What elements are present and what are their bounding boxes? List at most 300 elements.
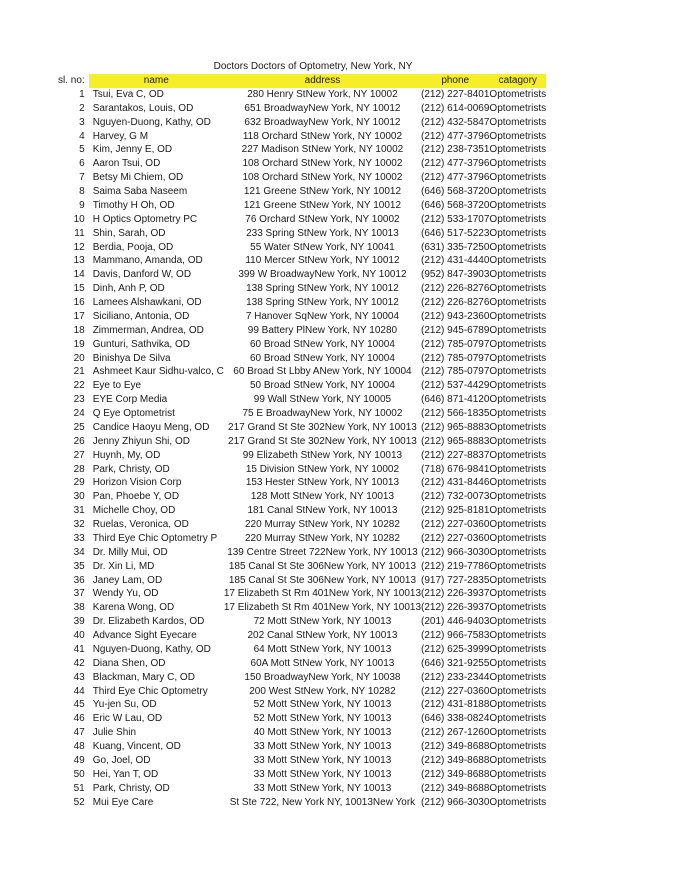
category-cell: Optometrists: [489, 449, 547, 461]
name-cell: Go, Joel, OD: [92, 754, 151, 766]
address-cell: 108 Orchard StNew York, NY 10002: [242, 172, 403, 184]
table-row: [58, 740, 546, 754]
category-cell: Optometrists: [489, 241, 547, 253]
category-cell: Optometrists: [489, 657, 547, 669]
serial-number-cell: 47: [73, 727, 85, 739]
serial-number-cell: 10: [73, 213, 85, 225]
phone-cell: (212) 227-0360: [421, 532, 490, 544]
phone-cell: (212) 431-4440: [421, 255, 490, 267]
phone-cell: (212) 785-0797: [421, 366, 490, 378]
table-row: [58, 712, 546, 726]
table-row: [58, 615, 546, 629]
name-cell: Dinh, Anh P, OD: [92, 283, 165, 295]
category-cell: Optometrists: [489, 394, 547, 406]
table-row: [58, 185, 546, 199]
phone-cell: (212) 477-3796: [421, 158, 490, 170]
phone-cell: (212) 943-2360: [421, 310, 490, 322]
address-cell: 99 Wall StNew York, NY 10005: [253, 394, 392, 406]
doctors-table: [58, 74, 546, 809]
table-row: [58, 463, 546, 477]
phone-cell: (631) 335-7250: [421, 241, 490, 253]
table-row: [58, 685, 546, 699]
name-cell: Julie Shin: [92, 727, 137, 739]
category-cell: Optometrists: [489, 754, 547, 766]
name-cell: EYE Corp Media: [92, 394, 168, 406]
category-cell: Optometrists: [489, 283, 547, 295]
serial-number-cell: 21: [73, 366, 85, 378]
phone-cell: (212) 732-0073: [421, 491, 490, 503]
phone-cell: (212) 233-2344: [421, 671, 490, 683]
table-row: [58, 796, 546, 810]
table-row: [58, 157, 546, 171]
table-row: [58, 768, 546, 782]
address-cell: 121 Greene StNew York, NY 10012: [243, 186, 402, 197]
name-cell: H Optics Optometry PC: [92, 213, 198, 225]
table-row: [58, 268, 546, 282]
phone-cell: (212) 925-8181: [421, 505, 490, 517]
serial-number-cell: 33: [73, 532, 85, 544]
serial-number-cell: 2: [79, 102, 85, 114]
address-cell: 64 Mott StNew York, NY 10013: [253, 643, 392, 655]
name-cell: Karena Wong, OD: [92, 602, 175, 614]
name-cell: Nguyen-Duong, Kathy, OD: [92, 643, 211, 655]
table-row: [58, 393, 546, 407]
category-cell: Optometrists: [489, 616, 547, 628]
name-cell: Park, Christy, OD: [92, 463, 170, 475]
serial-number-cell: 43: [73, 671, 85, 683]
serial-number-cell: 36: [73, 574, 85, 586]
address-cell: 227 Madison StNew York, NY 10002: [241, 144, 404, 156]
name-cell: Ruelas, Veronica, OD: [92, 519, 189, 530]
category-cell: Optometrists: [489, 144, 547, 156]
category-cell: Optometrists: [489, 380, 547, 392]
phone-cell: (212) 966-3030: [421, 796, 490, 808]
serial-number-cell: 41: [73, 643, 85, 655]
serial-number-cell: 14: [73, 269, 85, 281]
address-cell: 138 Spring StNew York, NY 10012: [246, 297, 399, 308]
phone-cell: (646) 568-3720: [421, 186, 490, 197]
category-cell: Optometrists: [489, 491, 547, 503]
name-cell: Blackman, Mary C, OD: [92, 671, 195, 683]
name-cell: Candice Haoyu Meng, OD: [92, 421, 210, 433]
name-cell: Siciliano, Antonia, OD: [92, 310, 190, 322]
address-cell: 60 Broad St Lbby ANew York, NY 10004: [233, 366, 412, 378]
name-cell: Third Eye Chic Optometry P: [92, 532, 218, 544]
address-cell: 7 Hanover SqNew York, NY 10004: [245, 310, 400, 322]
address-cell: 185 Canal St Ste 306New York, NY 10013: [228, 574, 417, 586]
table-row: [58, 782, 546, 796]
table-row: [58, 241, 546, 255]
address-cell: 60A Mott StNew York, NY 10013: [250, 657, 395, 669]
address-cell: 52 Mott StNew York, NY 10013: [253, 699, 392, 711]
address-cell: 17 Elizabeth St Rm 401New York, NY 10013: [223, 588, 422, 600]
serial-number-cell: 18: [73, 324, 85, 336]
name-cell: Sarantakos, Louis, OD: [92, 102, 194, 114]
address-cell: 217 Grand St Ste 302New York, NY 10013: [228, 435, 417, 447]
category-cell: Optometrists: [489, 408, 547, 419]
address-cell: 60 Broad StNew York, NY 10004: [249, 338, 395, 350]
name-cell: Pan, Phoebe Y, OD: [92, 491, 180, 503]
serial-number-cell: 4: [79, 130, 85, 142]
category-cell: Optometrists: [489, 713, 547, 725]
phone-cell: (952) 847-3903: [421, 269, 490, 281]
serial-number-cell: 49: [73, 754, 85, 766]
phone-cell: (646) 871-4120: [421, 394, 490, 406]
category-cell: Optometrists: [489, 102, 547, 114]
category-cell: Optometrists: [489, 310, 547, 322]
address-cell: 202 Canal StNew York, NY 10013: [247, 630, 398, 641]
address-cell: 118 Orchard StNew York, NY 10002: [242, 130, 403, 142]
phone-cell: (646) 338-0824: [421, 713, 490, 725]
category-cell: Optometrists: [489, 546, 547, 558]
table-row: [58, 574, 546, 588]
category-cell: Optometrists: [489, 519, 547, 530]
address-cell: 75 E BroadwayNew York, NY 10002: [242, 408, 403, 419]
name-cell: Jenny Zhiyun Shi, OD: [92, 435, 190, 447]
name-cell: Eye to Eye: [92, 380, 142, 392]
address-cell: St Ste 722, New York NY, 10013New York: [229, 796, 416, 808]
name-cell: Diana Shen, OD: [92, 657, 166, 669]
category-cell: Optometrists: [489, 630, 547, 641]
address-cell: 220 Murray StNew York, NY 10282: [244, 519, 400, 530]
table-row: [58, 116, 546, 130]
phone-cell: (212) 965-8883: [421, 421, 490, 433]
phone-cell: (212) 267-1260: [421, 727, 490, 739]
serial-number-cell: 44: [73, 685, 85, 697]
category-cell: Optometrists: [489, 643, 547, 655]
category-cell: Optometrists: [489, 255, 547, 267]
serial-number-cell: 38: [73, 602, 85, 614]
table-row: [58, 254, 546, 268]
serial-number-cell: 19: [73, 338, 85, 350]
category-cell: Optometrists: [489, 574, 547, 586]
name-cell: Kim, Jenny E, OD: [92, 144, 173, 156]
table-row: [58, 199, 546, 213]
phone-cell: (212) 226-8276: [421, 297, 490, 308]
serial-number-cell: 52: [73, 796, 85, 808]
address-cell: 33 Mott StNew York, NY 10013: [253, 782, 392, 794]
table-row: [58, 698, 546, 712]
name-cell: Betsy Mi Chiem, OD: [92, 172, 184, 184]
table-row: [58, 726, 546, 740]
name-cell: Aaron Tsui, OD: [92, 158, 161, 170]
address-cell: 233 Spring StNew York, NY 10013: [246, 227, 399, 239]
category-cell: Optometrists: [489, 699, 547, 711]
name-cell: Michelle Choy, OD: [92, 505, 176, 517]
table-row: [58, 435, 546, 449]
header-serial-number: sl. no:: [58, 75, 85, 86]
name-cell: Lamees Alshawkani, OD: [92, 297, 202, 308]
address-cell: 153 Hester StNew York, NY 10013: [245, 477, 400, 489]
table-row: [58, 352, 546, 366]
serial-number-cell: 46: [73, 713, 85, 725]
address-cell: 60 Broad StNew York, NY 10004: [249, 352, 395, 364]
phone-cell: (212) 533-1707: [421, 213, 490, 225]
table-row: [58, 88, 546, 102]
category-cell: Optometrists: [489, 213, 547, 225]
header-name: name: [89, 74, 224, 88]
serial-number-cell: 30: [73, 491, 85, 503]
serial-number-cell: 31: [73, 505, 85, 517]
address-cell: 33 Mott StNew York, NY 10013: [253, 741, 392, 752]
address-cell: 99 Battery PlNew York, NY 10280: [247, 324, 398, 336]
serial-number-cell: 42: [73, 657, 85, 669]
serial-number-cell: 16: [73, 297, 85, 308]
name-cell: Yu-jen Su, OD: [92, 699, 157, 711]
phone-cell: (212) 226-3937: [421, 588, 490, 600]
name-cell: Tsui, Eva C, OD: [92, 88, 164, 100]
category-cell: Optometrists: [489, 477, 547, 489]
table-row: [58, 504, 546, 518]
phone-cell: (212) 785-0797: [421, 352, 490, 364]
table-row: [58, 587, 546, 601]
name-cell: Zimmerman, Andrea, OD: [92, 324, 204, 336]
name-cell: Dr. Elizabeth Kardos, OD: [92, 616, 205, 628]
address-cell: 399 W BroadwayNew York, NY 10012: [238, 269, 407, 281]
serial-number-cell: 29: [73, 477, 85, 489]
address-cell: 17 Elizabeth St Rm 401New York, NY 10013: [223, 602, 422, 614]
table-row: [58, 324, 546, 338]
address-cell: 99 Elizabeth StNew York, NY 10013: [242, 449, 403, 461]
name-cell: Eric W Lau, OD: [92, 713, 163, 725]
serial-number-cell: 37: [73, 588, 85, 600]
address-cell: 110 Mercer StNew York, NY 10012: [245, 255, 400, 267]
name-cell: Berdia, Pooja, OD: [92, 241, 174, 253]
address-cell: 150 BroadwayNew York, NY 10038: [244, 671, 401, 683]
serial-number-cell: 45: [73, 699, 85, 711]
address-cell: 217 Grand St Ste 302New York, NY 10013: [228, 421, 417, 433]
address-cell: 50 Broad StNew York, NY 10004: [249, 380, 395, 392]
category-cell: Optometrists: [489, 88, 547, 100]
serial-number-cell: 51: [73, 782, 85, 794]
category-cell: Optometrists: [489, 782, 547, 794]
category-cell: Optometrists: [489, 588, 547, 600]
category-cell: Optometrists: [489, 158, 547, 170]
category-cell: Optometrists: [489, 435, 547, 447]
serial-number-cell: 32: [73, 519, 85, 530]
table-row: [58, 171, 546, 185]
address-cell: 55 Water StNew York, NY 10041: [250, 241, 395, 253]
category-cell: Optometrists: [489, 269, 547, 281]
phone-cell: (212) 349-8688: [421, 754, 490, 766]
table-row: [58, 407, 546, 421]
category-cell: Optometrists: [489, 324, 547, 336]
category-cell: Optometrists: [489, 366, 547, 378]
phone-cell: (646) 517-5223: [421, 227, 490, 239]
serial-number-cell: 7: [79, 172, 85, 184]
phone-cell: (212) 219-7786: [421, 560, 490, 572]
serial-number-cell: 8: [79, 186, 85, 197]
name-cell: Janey Lam, OD: [92, 574, 163, 586]
serial-number-cell: 50: [73, 768, 85, 780]
category-cell: Optometrists: [489, 186, 547, 197]
table-row: [58, 643, 546, 657]
phone-cell: (201) 446-9403: [421, 616, 490, 628]
name-cell: Davis, Danford W, OD: [92, 269, 192, 281]
name-cell: Mui Eye Care: [92, 796, 154, 808]
name-cell: Kuang, Vincent, OD: [92, 741, 181, 752]
phone-cell: (212) 477-3796: [421, 130, 490, 142]
table-row: [58, 476, 546, 490]
phone-cell: (212) 945-6789: [421, 324, 490, 336]
category-cell: Optometrists: [489, 532, 547, 544]
category-cell: Optometrists: [489, 796, 547, 808]
table-row: [58, 338, 546, 352]
serial-number-cell: 35: [73, 560, 85, 572]
name-cell: Shin, Sarah, OD: [92, 227, 166, 239]
name-cell: Dr. Xin Li, MD: [92, 560, 155, 572]
address-cell: 52 Mott StNew York, NY 10013: [253, 713, 392, 725]
header-category: catagory: [489, 74, 546, 88]
serial-number-cell: 11: [74, 227, 85, 239]
table-row: [58, 629, 546, 643]
phone-cell: (212) 226-8276: [421, 283, 490, 295]
serial-number-cell: 39: [73, 616, 85, 628]
address-cell: 280 Henry StNew York, NY 10002: [247, 88, 398, 100]
name-cell: Third Eye Chic Optometry: [92, 685, 208, 697]
serial-number-cell: 9: [79, 199, 85, 211]
phone-cell: (212) 349-8688: [421, 741, 490, 752]
phone-cell: (212) 614-0069: [421, 102, 490, 114]
phone-cell: (212) 227-8401: [421, 88, 490, 100]
phone-cell: (917) 727-2835: [421, 574, 490, 586]
phone-cell: (212) 965-8883: [421, 435, 490, 447]
header-address: address: [224, 74, 421, 88]
table-row: [58, 213, 546, 227]
serial-number-cell: 15: [73, 283, 85, 295]
phone-cell: (212) 431-8188: [421, 699, 490, 711]
address-cell: 181 Canal StNew York, NY 10013: [247, 505, 398, 517]
serial-number-cell: 23: [73, 394, 85, 406]
table-row: [58, 601, 546, 615]
phone-cell: (212) 966-3030: [421, 546, 490, 558]
table-row: [58, 449, 546, 463]
serial-number-cell: 26: [73, 435, 85, 447]
category-cell: Optometrists: [489, 297, 547, 308]
table-row: [58, 296, 546, 310]
category-cell: Optometrists: [489, 560, 547, 572]
phone-cell: (212) 785-0797: [421, 338, 490, 350]
table-row: [58, 379, 546, 393]
table-row: [58, 518, 546, 532]
serial-number-cell: 22: [73, 380, 85, 392]
category-cell: Optometrists: [489, 768, 547, 780]
table-row: [58, 143, 546, 157]
serial-number-cell: 6: [79, 158, 85, 170]
phone-cell: (212) 227-8837: [421, 449, 490, 461]
category-cell: Optometrists: [489, 116, 547, 128]
name-cell: Mammano, Amanda, OD: [92, 255, 203, 267]
header-phone: phone: [421, 74, 489, 88]
phone-cell: (212) 226-3937: [421, 602, 490, 614]
phone-cell: (646) 568-3720: [421, 199, 490, 211]
serial-number-cell: 1: [79, 88, 85, 100]
address-cell: 139 Centre Street 722New York, NY 10013: [227, 546, 418, 558]
phone-cell: (646) 321-9255: [421, 657, 490, 669]
table-row: [58, 365, 546, 379]
category-cell: Optometrists: [489, 130, 547, 142]
table-row: [58, 490, 546, 504]
phone-cell: (212) 432-5847: [421, 116, 490, 128]
header-row: [58, 74, 546, 88]
address-cell: 15 Division StNew York, NY 10002: [245, 463, 400, 475]
phone-cell: (212) 349-8688: [421, 782, 490, 794]
name-cell: Timothy H Oh, OD: [92, 199, 175, 211]
serial-number-cell: 40: [73, 630, 85, 641]
address-cell: 33 Mott StNew York, NY 10013: [253, 754, 392, 766]
serial-number-cell: 28: [73, 463, 85, 475]
address-cell: 108 Orchard StNew York, NY 10002: [242, 158, 403, 170]
category-cell: Optometrists: [489, 227, 547, 239]
category-cell: Optometrists: [489, 741, 547, 752]
serial-number-cell: 34: [73, 546, 85, 558]
serial-number-cell: 24: [73, 408, 85, 419]
address-cell: 220 Murray StNew York, NY 10282: [244, 532, 400, 544]
phone-cell: (212) 477-3796: [421, 172, 490, 184]
phone-cell: (212) 966-7583: [421, 630, 490, 641]
name-cell: Hei, Yan T, OD: [92, 768, 159, 780]
phone-cell: (718) 676-9841: [421, 463, 490, 475]
table-row: [58, 310, 546, 324]
phone-cell: (212) 566-1835: [421, 408, 490, 419]
category-cell: Optometrists: [489, 172, 547, 184]
serial-number-cell: 20: [73, 352, 85, 364]
address-cell: 632 BroadwayNew York, NY 10012: [244, 116, 401, 128]
table-row: [58, 560, 546, 574]
page-title: Doctors Doctors of Optometry, New York, NY: [213, 61, 413, 72]
table-row: [58, 227, 546, 241]
name-cell: Advance Sight Eyecare: [92, 630, 197, 641]
serial-number-cell: 25: [73, 421, 85, 433]
name-cell: Q Eye Optometrist: [92, 408, 175, 419]
serial-number-cell: 12: [73, 241, 85, 253]
name-cell: Nguyen-Duong, Kathy, OD: [92, 116, 211, 128]
phone-cell: (212) 349-8688: [421, 768, 490, 780]
address-cell: 76 Orchard StNew York, NY 10002: [245, 213, 400, 225]
serial-number-cell: 17: [73, 310, 85, 322]
address-cell: 185 Canal St Ste 306New York, NY 10013: [228, 560, 417, 572]
phone-cell: (212) 431-8446: [421, 477, 490, 489]
name-cell: Ashmeet Kaur Sidhu-valco, C: [92, 366, 224, 378]
table-row: [58, 421, 546, 435]
name-cell: Harvey, G M: [92, 130, 149, 142]
table-row: [58, 754, 546, 768]
name-cell: Wendy Yu, OD: [92, 588, 159, 600]
name-cell: Park, Christy, OD: [92, 782, 170, 794]
serial-number-cell: 48: [73, 741, 85, 752]
serial-number-cell: 5: [79, 144, 85, 156]
address-cell: 200 West StNew York, NY 10282: [249, 685, 396, 697]
table-row: [58, 130, 546, 144]
name-cell: Dr. Milly Mui, OD: [92, 546, 168, 558]
address-cell: 651 BroadwayNew York, NY 10012: [244, 102, 401, 114]
table-row: [58, 657, 546, 671]
name-cell: Binishya De Silva: [92, 352, 171, 364]
table-row: [58, 102, 546, 116]
address-cell: 128 Mott StNew York, NY 10013: [250, 491, 395, 503]
name-cell: Gunturi, Sathvika, OD: [92, 338, 190, 350]
serial-number-cell: 27: [73, 449, 85, 461]
category-cell: Optometrists: [489, 505, 547, 517]
category-cell: Optometrists: [489, 352, 547, 364]
category-cell: Optometrists: [489, 463, 547, 475]
address-cell: 72 Mott StNew York, NY 10013: [253, 616, 392, 628]
table-row: [58, 532, 546, 546]
phone-cell: (212) 238-7351: [421, 144, 490, 156]
table-row: [58, 282, 546, 296]
address-cell: 40 Mott StNew York, NY 10013: [253, 727, 392, 739]
category-cell: Optometrists: [489, 727, 547, 739]
